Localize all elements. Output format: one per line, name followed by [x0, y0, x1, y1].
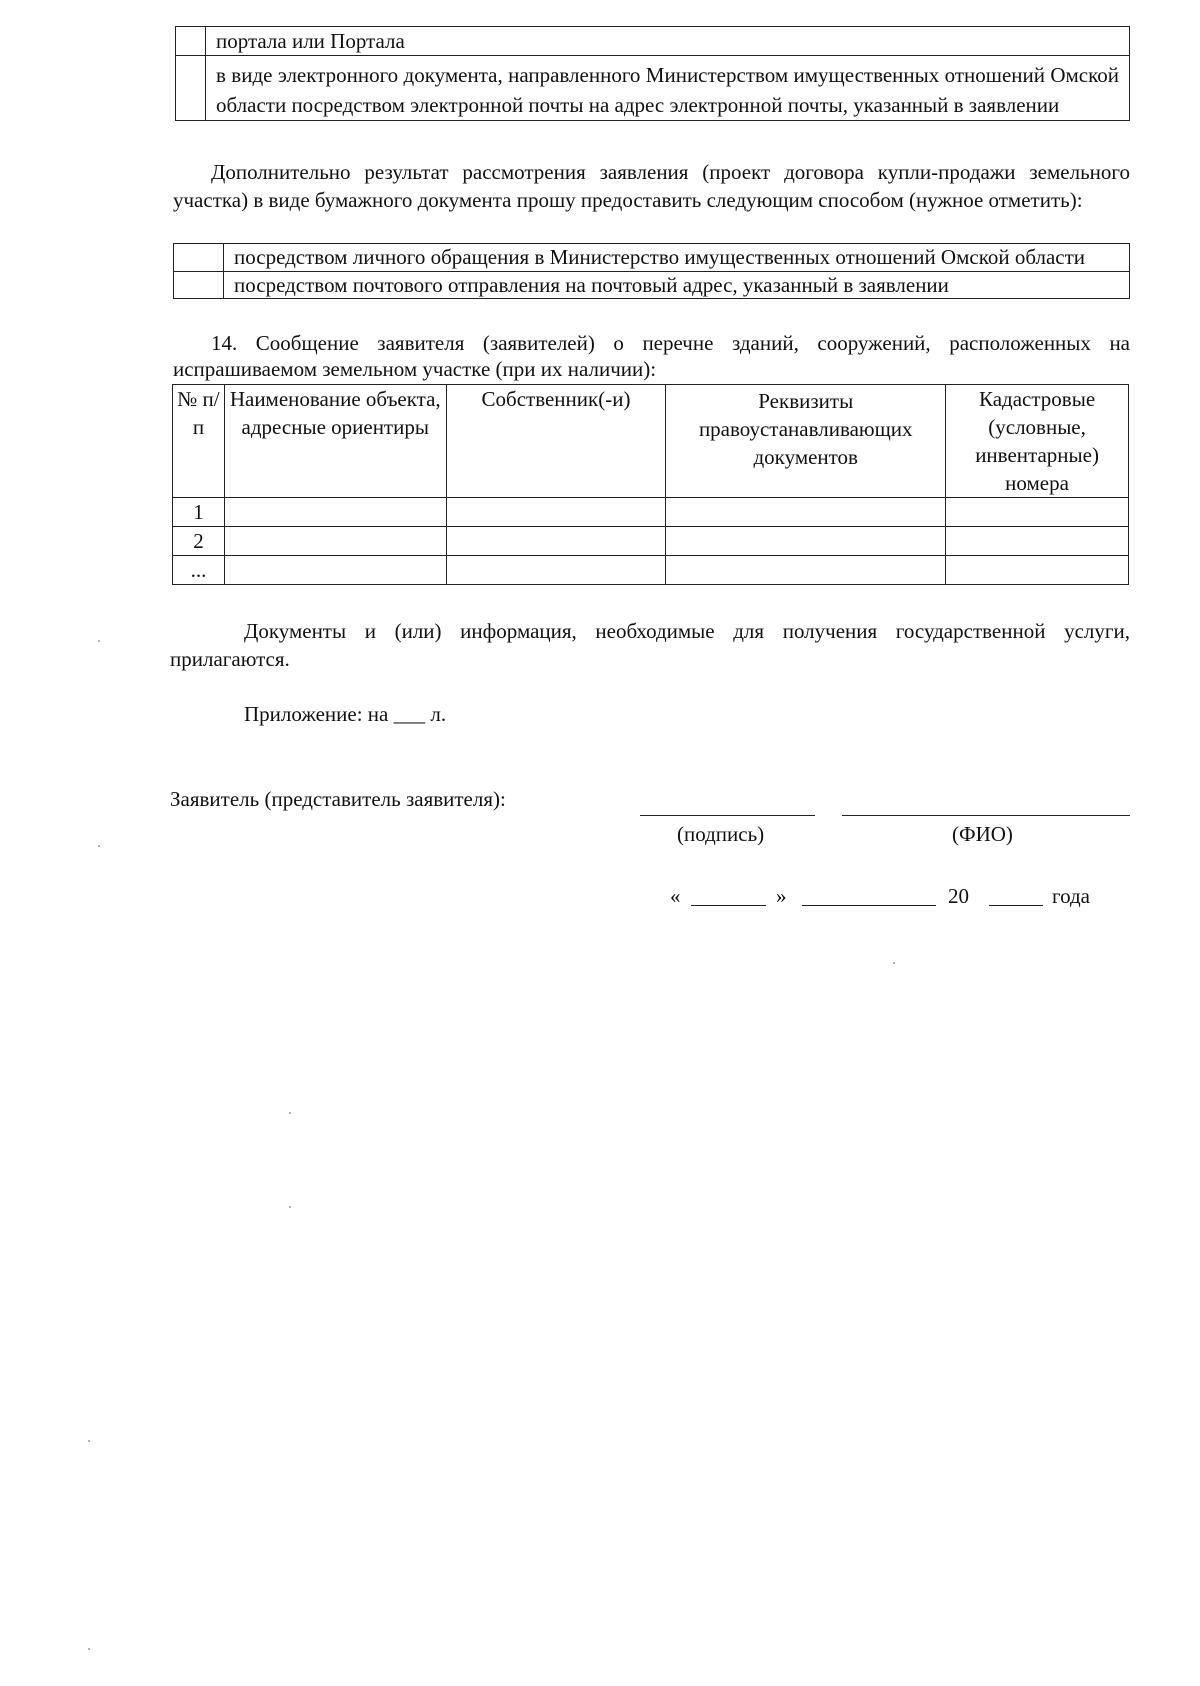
appendix-line: Приложение: на ___ л. [244, 702, 447, 726]
scan-speck [289, 1112, 291, 1114]
date-suffix: года [1052, 884, 1090, 908]
table-cell[interactable] [666, 498, 946, 527]
table-cell[interactable] [666, 527, 946, 556]
date-century: 20 [948, 884, 969, 908]
buildings-table [172, 384, 1129, 585]
electronic-delivery-options-table [175, 26, 1130, 121]
table-cell[interactable] [446, 556, 666, 585]
table-cell[interactable] [666, 556, 946, 585]
attachments-paragraph: Документы и (или) информация, необходимые для получения государственной услуги, прилагаются. [170, 619, 1130, 671]
column-header-number: № п/п [173, 385, 225, 498]
table-cell[interactable] [224, 527, 446, 556]
signature-caption: (подпись) [677, 822, 765, 846]
scan-speck [98, 845, 100, 847]
delivery-option-text: посредством почтового отправления на почтовый адрес, указанный в заявлении [224, 272, 1130, 299]
section-14-title: 14. Сообщение заявителя (заявителей) о перечне зданий, сооружений, расположенных на испрашиваемом земельном участке (при их наличии): [173, 331, 1130, 381]
signature-line[interactable] [640, 815, 815, 816]
scan-speck [98, 640, 100, 642]
table-cell[interactable] [946, 498, 1129, 527]
date-year-line[interactable] [989, 905, 1043, 906]
option-checkbox[interactable] [176, 27, 206, 56]
applicant-label: Заявитель (представитель заявителя): [170, 787, 506, 811]
row-number: 2 [173, 527, 225, 556]
column-header-object-name: Наименование объекта, адресные ориентиры [224, 385, 446, 498]
table-cell[interactable] [224, 556, 446, 585]
delivery-option-text: в виде электронного документа, направленного Министерством имущественных отношений Омской области посредством электронной почты на адрес электронной почты, указанный в заявлении [206, 56, 1130, 121]
scan-speck [893, 962, 895, 964]
fio-line[interactable] [842, 815, 1130, 816]
buildings-table-header [173, 385, 1129, 498]
delivery-option-row [174, 272, 1130, 299]
fio-caption: (ФИО) [952, 822, 1013, 846]
paper-delivery-options-table [173, 243, 1130, 299]
option-checkbox[interactable] [174, 244, 224, 272]
delivery-option-text: портала или Портала [206, 27, 1130, 56]
option-checkbox[interactable] [176, 56, 206, 121]
delivery-option-row [176, 56, 1130, 121]
scan-speck [289, 1206, 291, 1208]
column-header-documents: Реквизиты правоустанавливающих документов [666, 385, 946, 498]
table-cell[interactable] [224, 498, 446, 527]
table-cell[interactable] [946, 527, 1129, 556]
table-row [173, 498, 1129, 527]
table-row [173, 556, 1129, 585]
delivery-option-row [174, 244, 1130, 272]
delivery-option-row [176, 27, 1130, 56]
delivery-option-text: посредством личного обращения в Министерство имущественных отношений Омской области [224, 244, 1130, 272]
date-day-line[interactable] [691, 905, 766, 906]
date-close-quote: » [776, 884, 787, 908]
column-header-cadastral: Кадастровые (условные, инвентарные) номера [946, 385, 1129, 498]
table-cell[interactable] [446, 498, 666, 527]
scan-speck [88, 1648, 90, 1650]
table-cell[interactable] [946, 556, 1129, 585]
row-number: 1 [173, 498, 225, 527]
date-month-line[interactable] [802, 905, 936, 906]
date-open-quote: « [670, 884, 681, 908]
table-row [173, 527, 1129, 556]
additional-result-paragraph: Дополнительно результат рассмотрения заявления (проект договора купли-продажи земельного участка) в виде бумажного документа прошу предоставить следующим способом (нужное отметить): [173, 160, 1130, 212]
table-cell[interactable] [446, 527, 666, 556]
scan-speck [88, 1440, 90, 1442]
column-header-owner: Собственник(-и) [446, 385, 666, 498]
option-checkbox[interactable] [174, 272, 224, 299]
row-number: ... [173, 556, 225, 585]
